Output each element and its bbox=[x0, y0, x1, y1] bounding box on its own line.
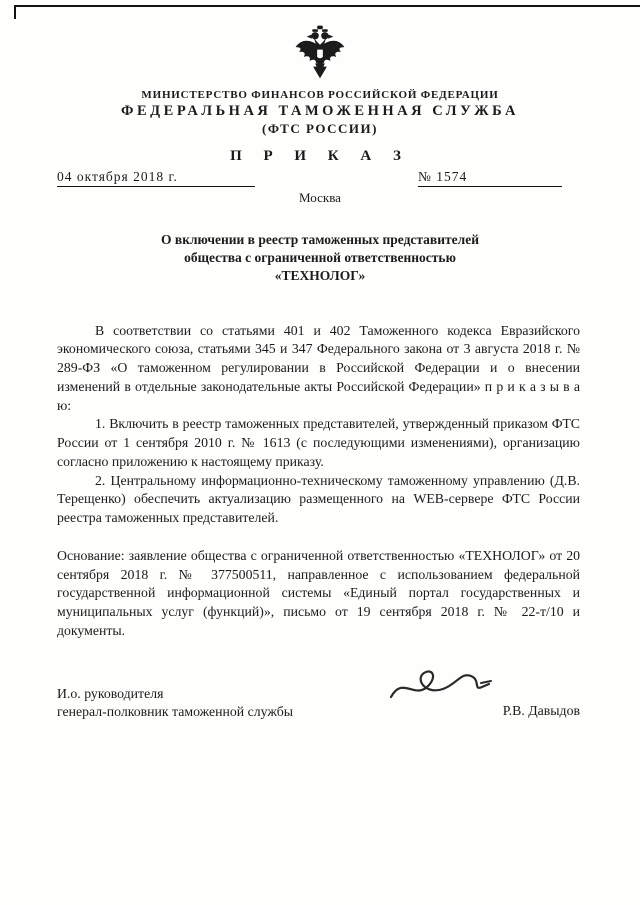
document-type-label: П Р И К А З bbox=[230, 148, 410, 164]
paragraph-basis: Основание: заявление общества с ограниченной ответственностью «ТЕХНОЛОГ» от 20 сентября 2018 г. № 377500511, направленное с использованием федеральной государственной информационной системы «Единый портал государственных и муниципальных услуг (функций)», письмо от 19 сентября 2018 г. № 22-т/10 и документы. bbox=[57, 547, 580, 638]
title-line-2: общества с ограниченной ответственностью bbox=[184, 250, 456, 266]
document-number: № 1574 bbox=[418, 169, 562, 187]
paragraph-item-1: 1. Включить в реестр таможенных представителей, утвержденный приказом ФТС России от 1 сентября 2010 г. № 1613 (с последующими изменениями), организацию согласно приложению к настоящему приказу. bbox=[57, 416, 580, 469]
document-body bbox=[57, 322, 580, 641]
title-line-3: «ТЕХНОЛОГ» bbox=[274, 268, 366, 284]
agency-abbreviation: (ФТС РОССИИ) bbox=[262, 121, 378, 136]
signer-position-line-1: И.о. руководителя bbox=[57, 685, 164, 701]
paragraph-item-2: 2. Центральному информационно-техническому таможенному управлению (Д.В. Терещенко) обеспечить актуализацию размещенного на WEB-сервере ФТС России реестра таможенных представителей. bbox=[57, 472, 580, 526]
agency-name: ФЕДЕРАЛЬНАЯ ТАМОЖЕННАЯ СЛУЖБА bbox=[121, 103, 519, 119]
signer-name: Р.В. Давыдов bbox=[502, 702, 580, 718]
date-number-row bbox=[0, 169, 640, 187]
document-header bbox=[0, 0, 640, 206]
signer-position-line-2: генерал-полковник таможенной службы bbox=[57, 704, 293, 720]
signature-block bbox=[57, 685, 580, 723]
document-title bbox=[0, 231, 640, 286]
scan-artifact-corner-tick bbox=[14, 5, 16, 19]
ministry-line: МИНИСТЕРСТВО ФИНАНСОВ РОССИЙСКОЙ ФЕДЕРАЦИИ bbox=[141, 89, 499, 101]
document-date: 04 октября 2018 г. bbox=[57, 169, 255, 187]
title-line-1: О включении в реестр таможенных представителей bbox=[161, 232, 479, 247]
city-label: Москва bbox=[299, 190, 341, 205]
handwritten-signature bbox=[385, 663, 495, 717]
paragraph-preamble: В соответствии со статьями 401 и 402 Таможенного кодекса Евразийского экономического союза, статьями 345 и 347 Федерального закона от 3 августа 2018 г. № 289-ФЗ «О таможенном регулировании в Российской Федерации и о внесении изменений в отдельные законодательные акты Российской Федерации» п р и к а з ы в а ю: bbox=[57, 322, 580, 413]
scan-artifact-top-line bbox=[14, 5, 640, 7]
coat-of-arms-eagle-icon bbox=[294, 24, 346, 85]
